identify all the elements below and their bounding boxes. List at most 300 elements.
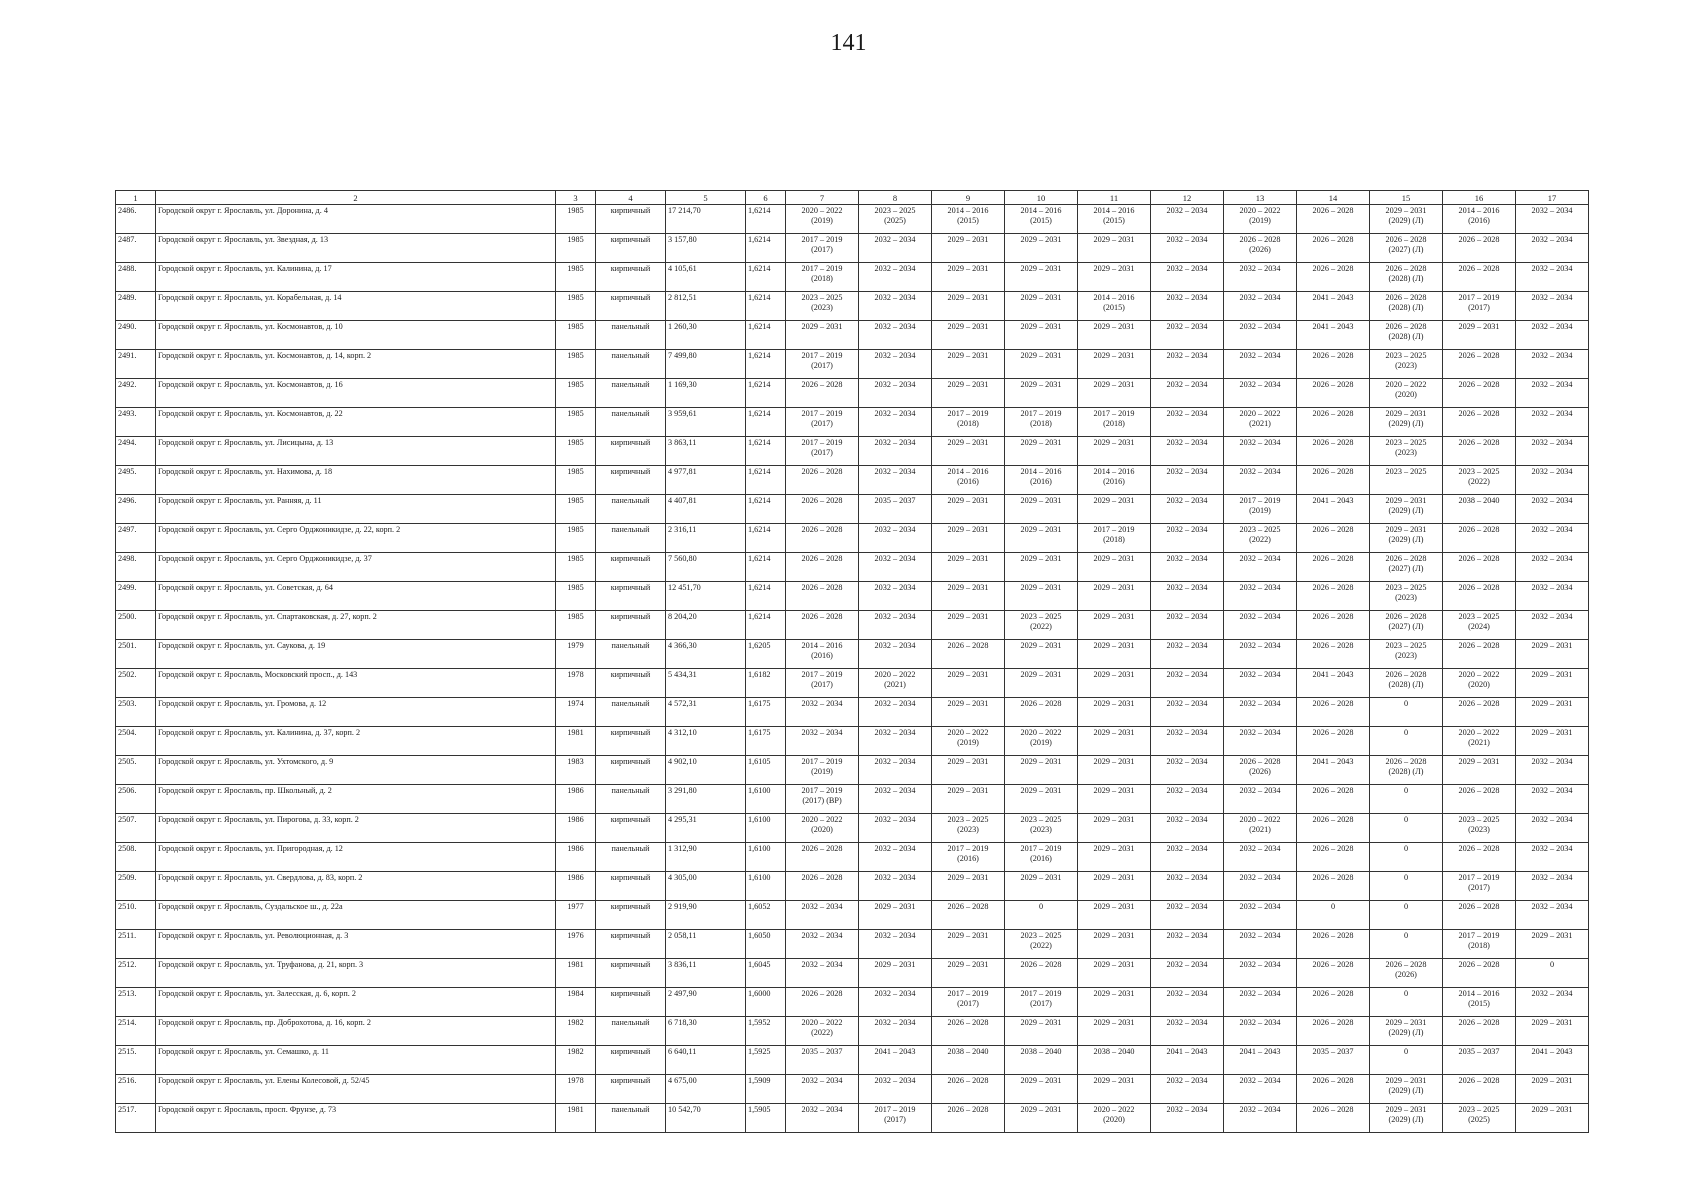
table-cell: 2029 – 2031 xyxy=(1078,234,1151,263)
table-cell: 2029 – 2031 xyxy=(932,756,1005,785)
table-cell: 2023 – 2025 (2023) xyxy=(932,814,1005,843)
table-cell: 2029 – 2031 xyxy=(932,379,1005,408)
table-cell: Городской округ г. Ярославль, ул. Звездная, д. 13 xyxy=(156,234,556,263)
table-cell: 2026 – 2028 xyxy=(1443,350,1516,379)
table-cell: 2032 – 2034 xyxy=(1224,582,1297,611)
table-cell: 2014 – 2016 (2016) xyxy=(932,466,1005,495)
table-cell: 2029 – 2031 xyxy=(932,350,1005,379)
table-cell: 2029 – 2031 xyxy=(1516,727,1589,756)
table-cell: 2510. xyxy=(116,901,156,930)
table-cell: 1,6214 xyxy=(746,524,786,553)
table-cell: Городской округ г. Ярославль, ул. Пригородная, д. 12 xyxy=(156,843,556,872)
table-cell: 2032 – 2034 xyxy=(859,727,932,756)
table-cell: 0 xyxy=(1370,901,1443,930)
table-cell: 2029 – 2031 xyxy=(1516,1075,1589,1104)
table-cell: 2496. xyxy=(116,495,156,524)
table-cell: 1985 xyxy=(556,495,596,524)
table-body xyxy=(116,191,1589,1133)
table-cell: 2511. xyxy=(116,930,156,959)
table-cell: панельный xyxy=(596,785,666,814)
table-cell: 2032 – 2034 xyxy=(1151,727,1224,756)
table-cell: 2017 – 2019 (2018) xyxy=(1078,524,1151,553)
repair-schedule-table xyxy=(115,190,1589,1133)
table-cell: 2 919,90 xyxy=(666,901,746,930)
table-cell: 2026 – 2028 xyxy=(1297,234,1370,263)
table-cell: 2509. xyxy=(116,872,156,901)
table-cell: 2032 – 2034 xyxy=(1516,872,1589,901)
table-cell: 2500. xyxy=(116,611,156,640)
table-cell: 2032 – 2034 xyxy=(1151,901,1224,930)
table-cell: 2026 – 2028 xyxy=(1443,234,1516,263)
table-cell: 2029 – 2031 xyxy=(1078,843,1151,872)
table-cell: 10 542,70 xyxy=(666,1104,746,1133)
table-cell: кирпичный xyxy=(596,1046,666,1075)
column-header: 9 xyxy=(932,191,1005,205)
table-cell: 2026 – 2028 xyxy=(1443,553,1516,582)
table-cell: 2026 – 2028 xyxy=(1005,698,1078,727)
table-cell: панельный xyxy=(596,350,666,379)
table-cell: 2 812,51 xyxy=(666,292,746,321)
table-cell: 2029 – 2031 xyxy=(932,292,1005,321)
table-cell: 4 295,31 xyxy=(666,814,746,843)
table-cell: 2029 – 2031 xyxy=(932,495,1005,524)
table-cell: 2029 – 2031 xyxy=(1005,495,1078,524)
table-cell: 1,5909 xyxy=(746,1075,786,1104)
table-cell: 2515. xyxy=(116,1046,156,1075)
table-cell: 2026 – 2028 xyxy=(1443,959,1516,988)
table-cell: 2492. xyxy=(116,379,156,408)
table-row xyxy=(116,437,1589,466)
table-row xyxy=(116,1075,1589,1104)
table-cell: 5 434,31 xyxy=(666,669,746,698)
table-row xyxy=(116,1104,1589,1133)
table-cell: 1,6045 xyxy=(746,959,786,988)
table-row xyxy=(116,669,1589,698)
table-cell: 2029 – 2031 xyxy=(1078,959,1151,988)
table-cell: 4 366,30 xyxy=(666,640,746,669)
table-cell: 2491. xyxy=(116,350,156,379)
table-cell: 3 959,61 xyxy=(666,408,746,437)
table-cell: 2032 – 2034 xyxy=(1516,437,1589,466)
table-cell: 2023 – 2025 (2025) xyxy=(859,205,932,234)
table-cell: 2032 – 2034 xyxy=(1224,843,1297,872)
table-cell: 2029 – 2031 xyxy=(932,611,1005,640)
table-cell: панельный xyxy=(596,524,666,553)
table-cell: 2032 – 2034 xyxy=(1151,495,1224,524)
table-cell: 2017 – 2019 (2017) (ВР) xyxy=(786,785,859,814)
table-cell: 2026 – 2028 xyxy=(1005,959,1078,988)
table-cell: 1,6214 xyxy=(746,350,786,379)
table-cell: 2038 – 2040 xyxy=(932,1046,1005,1075)
table-cell: 0 xyxy=(1370,930,1443,959)
table-cell: 2029 – 2031 xyxy=(1078,495,1151,524)
table-cell: 2026 – 2028 xyxy=(1443,1017,1516,1046)
table-cell: 2498. xyxy=(116,553,156,582)
table-row xyxy=(116,379,1589,408)
table-cell: 2026 – 2028 xyxy=(1297,205,1370,234)
table-cell: 2504. xyxy=(116,727,156,756)
table-cell: 2035 – 2037 xyxy=(1443,1046,1516,1075)
table-cell: 2026 – 2028 xyxy=(1297,1104,1370,1133)
table-cell: 4 675,00 xyxy=(666,1075,746,1104)
table-cell: 2029 – 2031 xyxy=(932,234,1005,263)
table-cell: 2032 – 2034 xyxy=(859,379,932,408)
table-cell: 2032 – 2034 xyxy=(1151,756,1224,785)
table-cell: 2026 – 2028 xyxy=(1297,379,1370,408)
table-cell: 2017 – 2019 (2017) xyxy=(786,408,859,437)
table-cell: 2029 – 2031 (2029) (Л) xyxy=(1370,1075,1443,1104)
table-cell: 2023 – 2025 (2022) xyxy=(1224,524,1297,553)
table-cell: 2032 – 2034 xyxy=(786,698,859,727)
table-cell: 2029 – 2031 xyxy=(932,437,1005,466)
table-cell: 2026 – 2028 xyxy=(932,1075,1005,1104)
table-cell: 1,6214 xyxy=(746,408,786,437)
table-cell: 1978 xyxy=(556,1075,596,1104)
table-cell: 2023 – 2025 (2023) xyxy=(1370,640,1443,669)
table-cell: 2020 – 2022 (2020) xyxy=(1370,379,1443,408)
table-cell: 2029 – 2031 xyxy=(932,959,1005,988)
table-cell: 2020 – 2022 (2021) xyxy=(1224,408,1297,437)
table-cell: 1,6214 xyxy=(746,234,786,263)
table-cell: 2029 – 2031 xyxy=(1516,669,1589,698)
table-cell: 2029 – 2031 xyxy=(1005,437,1078,466)
table-cell: 1,6100 xyxy=(746,785,786,814)
table-cell: панельный xyxy=(596,408,666,437)
table-cell: 1985 xyxy=(556,553,596,582)
table-cell: 2017 – 2019 (2017) xyxy=(859,1104,932,1133)
table-cell: 2017 – 2019 (2017) xyxy=(1443,872,1516,901)
table-cell: 1977 xyxy=(556,901,596,930)
table-cell: 2032 – 2034 xyxy=(1516,553,1589,582)
table-cell: 1985 xyxy=(556,611,596,640)
table-cell: 1,6100 xyxy=(746,872,786,901)
table-cell: 2029 – 2031 xyxy=(1078,930,1151,959)
column-header: 17 xyxy=(1516,191,1589,205)
table-cell: 2020 – 2022 (2020) xyxy=(1078,1104,1151,1133)
table-cell: 2497. xyxy=(116,524,156,553)
table-cell: 2023 – 2025 xyxy=(1370,466,1443,495)
table-row xyxy=(116,408,1589,437)
table-cell: 2026 – 2028 (2027) (Л) xyxy=(1370,611,1443,640)
table-cell: 2026 – 2028 xyxy=(786,988,859,1017)
table-cell: Городской округ г. Ярославль, ул. Космонавтов, д. 16 xyxy=(156,379,556,408)
table-cell: 2017 – 2019 (2017) xyxy=(786,669,859,698)
table-cell: 2026 – 2028 xyxy=(1297,698,1370,727)
table-cell: 1986 xyxy=(556,872,596,901)
table-cell: 2029 – 2031 xyxy=(1078,901,1151,930)
table-cell: 2029 – 2031 xyxy=(1078,611,1151,640)
table-cell: 2506. xyxy=(116,785,156,814)
table-cell: 2032 – 2034 xyxy=(1516,408,1589,437)
table-cell: 2487. xyxy=(116,234,156,263)
table-cell: 2032 – 2034 xyxy=(1151,611,1224,640)
table-cell: 2026 – 2028 xyxy=(1297,553,1370,582)
table-cell: 2032 – 2034 xyxy=(1224,466,1297,495)
table-cell: 2035 – 2037 xyxy=(1297,1046,1370,1075)
table-cell: 2026 – 2028 xyxy=(932,640,1005,669)
table-cell: 2017 – 2019 (2017) xyxy=(932,988,1005,1017)
table-cell: 2026 – 2028 (2026) xyxy=(1370,959,1443,988)
table-cell: 1981 xyxy=(556,1104,596,1133)
table-cell: панельный xyxy=(596,843,666,872)
table-cell: 2029 – 2031 xyxy=(1078,321,1151,350)
table-cell: 2026 – 2028 xyxy=(1297,959,1370,988)
table-row xyxy=(116,553,1589,582)
table-cell: 2514. xyxy=(116,1017,156,1046)
table-cell: 2032 – 2034 xyxy=(1224,669,1297,698)
table-cell: 2026 – 2028 xyxy=(1297,524,1370,553)
table-cell: 2026 – 2028 xyxy=(786,843,859,872)
table-cell: 2032 – 2034 xyxy=(1151,959,1224,988)
column-header: 12 xyxy=(1151,191,1224,205)
table-cell: 2029 – 2031 xyxy=(1078,785,1151,814)
table-cell: 2032 – 2034 xyxy=(1516,292,1589,321)
table-cell: Городской округ г. Ярославль, ул. Советская, д. 64 xyxy=(156,582,556,611)
table-cell: 2029 – 2031 xyxy=(859,959,932,988)
table-cell: 0 xyxy=(1370,872,1443,901)
table-cell: 2032 – 2034 xyxy=(1151,437,1224,466)
table-cell: панельный xyxy=(596,1104,666,1133)
table-cell: 2026 – 2028 xyxy=(932,1104,1005,1133)
table-cell: 1985 xyxy=(556,524,596,553)
table-cell: Городской округ г. Ярославль, ул. Серго Орджоникидзе, д. 22, корп. 2 xyxy=(156,524,556,553)
table-cell: 2032 – 2034 xyxy=(1516,263,1589,292)
table-cell: Городской округ г. Ярославль, ул. Свердлова, д. 83, корп. 2 xyxy=(156,872,556,901)
table-cell: 2029 – 2031 xyxy=(932,553,1005,582)
table-cell: 1,6000 xyxy=(746,988,786,1017)
table-cell: 2501. xyxy=(116,640,156,669)
table-cell: 2029 – 2031 xyxy=(1005,292,1078,321)
table-cell: 1983 xyxy=(556,756,596,785)
table-cell: 2041 – 2043 xyxy=(1297,669,1370,698)
table-cell: 2026 – 2028 (2026) xyxy=(1224,756,1297,785)
table-cell: Городской округ г. Ярославль, Суздальское ш., д. 22а xyxy=(156,901,556,930)
table-cell: 0 xyxy=(1297,901,1370,930)
table-cell: 2026 – 2028 (2027) (Л) xyxy=(1370,234,1443,263)
table-cell: 2032 – 2034 xyxy=(1516,524,1589,553)
table-cell: 2041 – 2043 xyxy=(1297,292,1370,321)
table-cell: 2029 – 2031 (2029) (Л) xyxy=(1370,408,1443,437)
table-row xyxy=(116,582,1589,611)
table-cell: Городской округ г. Ярославль, ул. Калинина, д. 17 xyxy=(156,263,556,292)
table-cell: 2032 – 2034 xyxy=(859,843,932,872)
table-cell: 2032 – 2034 xyxy=(1151,263,1224,292)
table-cell: 2041 – 2043 xyxy=(1516,1046,1589,1075)
table-cell: 1974 xyxy=(556,698,596,727)
table-cell: 2032 – 2034 xyxy=(1151,785,1224,814)
table-cell: 2032 – 2034 xyxy=(859,640,932,669)
table-cell: панельный xyxy=(596,495,666,524)
table-row xyxy=(116,321,1589,350)
table-cell: 2026 – 2028 xyxy=(1443,901,1516,930)
table-cell: 2038 – 2040 xyxy=(1443,495,1516,524)
table-cell: 1,6214 xyxy=(746,466,786,495)
table-cell: 2032 – 2034 xyxy=(859,814,932,843)
table-cell: 2032 – 2034 xyxy=(1151,582,1224,611)
column-header: 8 xyxy=(859,191,932,205)
table-cell: 2017 – 2019 (2017) xyxy=(786,437,859,466)
table-cell: 2020 – 2022 (2019) xyxy=(932,727,1005,756)
table-cell: 1984 xyxy=(556,988,596,1017)
table-cell: 2026 – 2028 (2028) (Л) xyxy=(1370,669,1443,698)
table-cell: 2041 – 2043 xyxy=(1297,756,1370,785)
table-cell: 0 xyxy=(1005,901,1078,930)
table-cell: 1986 xyxy=(556,814,596,843)
table-row xyxy=(116,495,1589,524)
table-cell: 4 572,31 xyxy=(666,698,746,727)
table-cell: 2032 – 2034 xyxy=(1151,930,1224,959)
table-cell: Городской округ г. Ярославль, ул. Лисицына, д. 13 xyxy=(156,437,556,466)
table-cell: 4 105,61 xyxy=(666,263,746,292)
table-cell: 2017 – 2019 (2018) xyxy=(786,263,859,292)
table-cell: 2029 – 2031 xyxy=(1078,727,1151,756)
table-cell: 2026 – 2028 (2026) xyxy=(1224,234,1297,263)
table-cell: 2032 – 2034 xyxy=(1151,843,1224,872)
table-cell: кирпичный xyxy=(596,611,666,640)
table-cell: 2032 – 2034 xyxy=(1151,524,1224,553)
table-cell: 2029 – 2031 xyxy=(1005,263,1078,292)
table-cell: 2017 – 2019 (2017) xyxy=(1005,988,1078,1017)
table-cell: 2026 – 2028 xyxy=(1297,640,1370,669)
table-cell: 2017 – 2019 (2016) xyxy=(1005,843,1078,872)
table-cell: 1976 xyxy=(556,930,596,959)
table-row xyxy=(116,640,1589,669)
table-cell: 1,6050 xyxy=(746,930,786,959)
table-cell: 0 xyxy=(1516,959,1589,988)
table-cell: 3 836,11 xyxy=(666,959,746,988)
table-cell: 2023 – 2025 (2023) xyxy=(1443,814,1516,843)
table-cell: 2017 – 2019 (2018) xyxy=(932,408,1005,437)
table-cell: кирпичный xyxy=(596,1075,666,1104)
table-cell: 2032 – 2034 xyxy=(859,292,932,321)
table-row xyxy=(116,843,1589,872)
table-cell: 2029 – 2031 xyxy=(1078,698,1151,727)
table-cell: 2032 – 2034 xyxy=(1151,698,1224,727)
table-cell: 2032 – 2034 xyxy=(1224,727,1297,756)
table-cell: 4 312,10 xyxy=(666,727,746,756)
table-cell: 1986 xyxy=(556,785,596,814)
table-cell: 1985 xyxy=(556,234,596,263)
table-cell: 4 902,10 xyxy=(666,756,746,785)
table-cell: 2029 – 2031 xyxy=(932,321,1005,350)
table-cell: 2017 – 2019 (2017) xyxy=(786,350,859,379)
table-cell: 2032 – 2034 xyxy=(859,872,932,901)
table-cell: 2026 – 2028 xyxy=(1443,843,1516,872)
table-cell: 6 718,30 xyxy=(666,1017,746,1046)
table-cell: 2029 – 2031 xyxy=(1516,698,1589,727)
table-cell: 2029 – 2031 xyxy=(1078,553,1151,582)
table-cell: 2026 – 2028 xyxy=(1297,437,1370,466)
table-cell: 2023 – 2025 (2022) xyxy=(1443,466,1516,495)
table-cell: кирпичный xyxy=(596,988,666,1017)
table-cell: 1982 xyxy=(556,1017,596,1046)
table-cell: 7 560,80 xyxy=(666,553,746,582)
table-cell: панельный xyxy=(596,698,666,727)
table-cell: 2029 – 2031 xyxy=(1005,321,1078,350)
table-cell: 2026 – 2028 xyxy=(1297,1017,1370,1046)
table-cell: 2032 – 2034 xyxy=(1151,205,1224,234)
table-cell: 2026 – 2028 (2028) (Л) xyxy=(1370,321,1443,350)
table-cell: 2029 – 2031 xyxy=(1005,872,1078,901)
column-header: 14 xyxy=(1297,191,1370,205)
table-cell: 2026 – 2028 xyxy=(1297,611,1370,640)
table-row xyxy=(116,611,1589,640)
table-cell: Городской округ г. Ярославль, ул. Космонавтов, д. 14, корп. 2 xyxy=(156,350,556,379)
table-cell: кирпичный xyxy=(596,727,666,756)
table-cell: 2017 – 2019 (2019) xyxy=(786,756,859,785)
table-cell: 2026 – 2028 (2028) (Л) xyxy=(1370,292,1443,321)
table-cell: 0 xyxy=(1370,727,1443,756)
table-cell: 2029 – 2031 xyxy=(1078,640,1151,669)
table-cell: 3 157,80 xyxy=(666,234,746,263)
table-cell: 2026 – 2028 xyxy=(1297,466,1370,495)
table-cell: 2 497,90 xyxy=(666,988,746,1017)
table-cell: 2032 – 2034 xyxy=(1151,321,1224,350)
table-cell: 2041 – 2043 xyxy=(1224,1046,1297,1075)
table-cell: Городской округ г. Ярославль, ул. Корабельная, д. 14 xyxy=(156,292,556,321)
table-cell: 1986 xyxy=(556,843,596,872)
table-cell: 2020 – 2022 (2019) xyxy=(1224,205,1297,234)
table-cell: 2026 – 2028 (2027) (Л) xyxy=(1370,553,1443,582)
table-cell: 1981 xyxy=(556,959,596,988)
table-cell: 1 312,90 xyxy=(666,843,746,872)
column-header: 10 xyxy=(1005,191,1078,205)
table-cell: 1985 xyxy=(556,466,596,495)
table-cell: 2020 – 2022 (2020) xyxy=(1443,669,1516,698)
table-cell: 2032 – 2034 xyxy=(859,263,932,292)
table-cell: 2032 – 2034 xyxy=(859,408,932,437)
table-cell: 2032 – 2034 xyxy=(859,611,932,640)
table-cell: 2032 – 2034 xyxy=(1516,756,1589,785)
table-row xyxy=(116,350,1589,379)
table-cell: 1985 xyxy=(556,321,596,350)
table-cell: 2029 – 2031 xyxy=(1078,263,1151,292)
table-cell: 2029 – 2031 xyxy=(1005,669,1078,698)
table-cell: 2035 – 2037 xyxy=(786,1046,859,1075)
header-row xyxy=(116,191,1589,205)
table-cell: 2032 – 2034 xyxy=(1224,872,1297,901)
table-cell: 2026 – 2028 xyxy=(786,582,859,611)
table-cell: 7 499,80 xyxy=(666,350,746,379)
table-row xyxy=(116,988,1589,1017)
table-cell: 2026 – 2028 xyxy=(1297,988,1370,1017)
table-row xyxy=(116,466,1589,495)
table-cell: 2017 – 2019 (2017) xyxy=(786,234,859,263)
table-cell: 2029 – 2031 xyxy=(1005,553,1078,582)
table-cell: 2032 – 2034 xyxy=(1224,379,1297,408)
table-cell: 2032 – 2034 xyxy=(859,524,932,553)
table-cell: 2032 – 2034 xyxy=(1224,1104,1297,1133)
table-cell: 2032 – 2034 xyxy=(1224,988,1297,1017)
table-cell: 2029 – 2031 xyxy=(932,930,1005,959)
table-cell: 2020 – 2022 (2020) xyxy=(786,814,859,843)
table-cell: 2026 – 2028 xyxy=(786,611,859,640)
table-cell: 2026 – 2028 xyxy=(1297,930,1370,959)
table-cell: 2029 – 2031 xyxy=(1516,930,1589,959)
table-cell: 2032 – 2034 xyxy=(859,756,932,785)
table-cell: 2 316,11 xyxy=(666,524,746,553)
table-cell: Городской округ г. Ярославль, ул. Труфанова, д. 21, корп. 3 xyxy=(156,959,556,988)
table-row xyxy=(116,727,1589,756)
table-cell: 2516. xyxy=(116,1075,156,1104)
table-cell: 2026 – 2028 xyxy=(786,379,859,408)
table-cell: Городской округ г. Ярославль, ул. Елены Колесовой, д. 52/45 xyxy=(156,1075,556,1104)
table-cell: 2029 – 2031 xyxy=(1005,234,1078,263)
table-cell: 2032 – 2034 xyxy=(1516,234,1589,263)
table-cell: 2026 – 2028 xyxy=(1297,350,1370,379)
table-cell: кирпичный xyxy=(596,466,666,495)
table-cell: 2032 – 2034 xyxy=(1224,901,1297,930)
